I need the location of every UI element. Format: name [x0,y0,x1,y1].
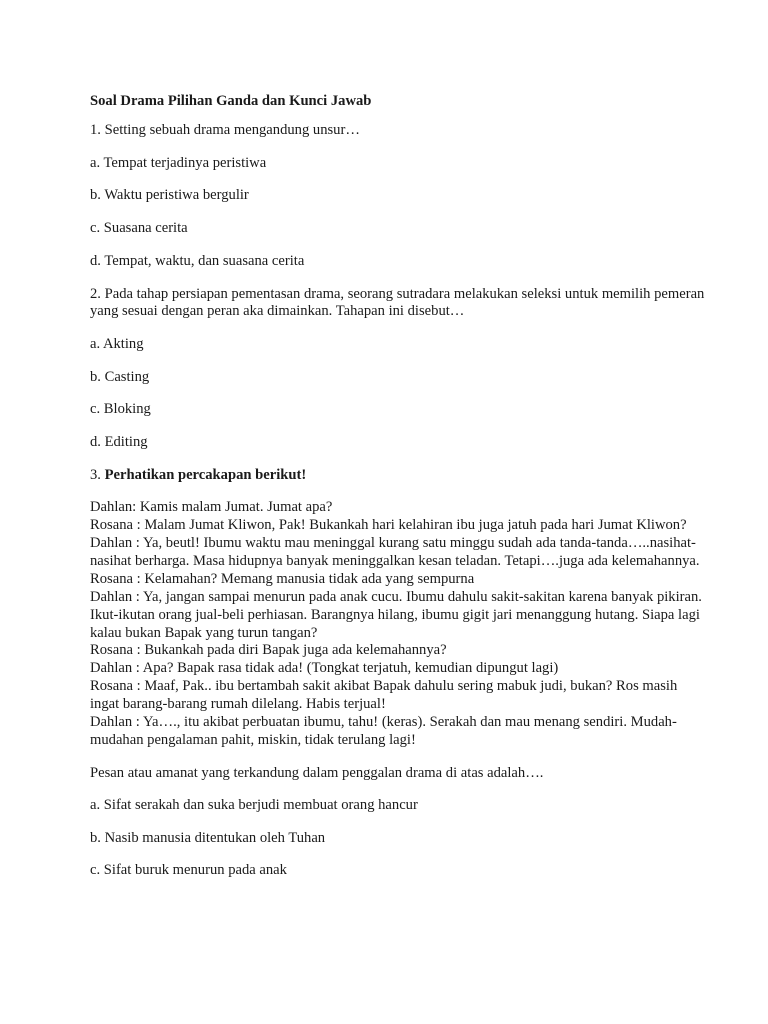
question-1-option-c: c. Suasana cerita [90,220,188,237]
dialogue-block [90,499,710,750]
dialogue-line: Rosana : Bukankah pada diri Bapak juga ada kelemahannya? [90,642,447,659]
dialogue-line: Dahlan : Ya, beutl! Ibumu waktu mau meninggal kurang satu minggu sudah ada tanda-tanda…..nasihat-nasihat berharga. Masa hidupnya banyak meninggalkan kesan teladan. Tetapi….juga ada kelemahannya. [90,535,700,569]
question-3-instruction: Perhatikan percakapan berikut! [104,466,307,483]
question-3-option-a: a. Sifat serakah dan suka berjudi membuat orang hancur [90,797,418,814]
question-2-text: 2. Pada tahap persiapan pementasan drama, seorang sutradara melakukan seleksi untuk memilih pemeran yang sesuai dengan peran aka dimainkan. Tahapan ini disebut… [90,285,705,320]
dialogue-line: Rosana : Maaf, Pak.. ibu bertambah sakit akibat Bapak dahulu sering mabuk judi, bukan? Ros masih ingat barang-barang rumah dilelang. Habis terjual! [90,678,678,713]
question-2-option-a: a. Akting [90,335,144,352]
dialogue-line: Rosana : Kelamahan? Memang manusia tidak ada yang sempurna [90,570,475,587]
document-page [90,92,710,895]
question-3-option-c: c. Sifat buruk menurun pada anak [90,862,287,879]
question-1-option-a: a. Tempat terjadinya peristiwa [90,154,267,171]
dialogue-line: Rosana : Malam Jumat Kliwon, Pak! Bukankah hari kelahiran ibu juga jatuh pada hari Jumat Kliwon? [90,517,687,534]
document-title: Soal Drama Pilihan Ganda dan Kunci Jawab [90,93,372,109]
question-3-heading [90,467,710,485]
dialogue-line: Dahlan : Apa? Bapak rasa tidak ada! (Tongkat terjatuh, kemudian dipungut lagi) [90,660,559,677]
question-3-option-b: b. Nasib manusia ditentukan oleh Tuhan [90,829,326,846]
question-2-option-b: b. Casting [90,368,150,385]
question-1-option-d: d. Tempat, waktu, dan suasana cerita [90,252,305,269]
question-2-option-d: d. Editing [90,434,148,451]
question-1-text: 1. Setting sebuah drama mengandung unsur… [90,122,360,138]
question-1-option-b: b. Waktu peristiwa bergulir [90,187,249,204]
dialogue-line: Dahlan : Ya…., itu akibat perbuatan ibumu, tahu! (keras). Serakah dan mau menang sendiri. Mudah-mudahan pengalaman pahit, miskin, tidak terulang lagi! [90,714,677,749]
dialogue-line: Dahlan: Kamis malam Jumat. Jumat apa? [90,499,333,516]
question-3-number: 3. [90,466,105,483]
question-2-option-c: c. Bloking [90,401,151,418]
question-3-text: Pesan atau amanat yang terkandung dalam penggalan drama di atas adalah…. [90,764,544,781]
dialogue-line: Dahlan : Ya, jangan sampai menurun pada anak cucu. Ibumu dahulu sakit-sakitan karena banyak pikiran. Ikut-ikutan orang jual-beli perhiasan. Barangnya hilang, ibumu gigit jari menanggung hutang. Siapa lagi kalau bukan Bapak yang turun tangan? [90,588,702,641]
